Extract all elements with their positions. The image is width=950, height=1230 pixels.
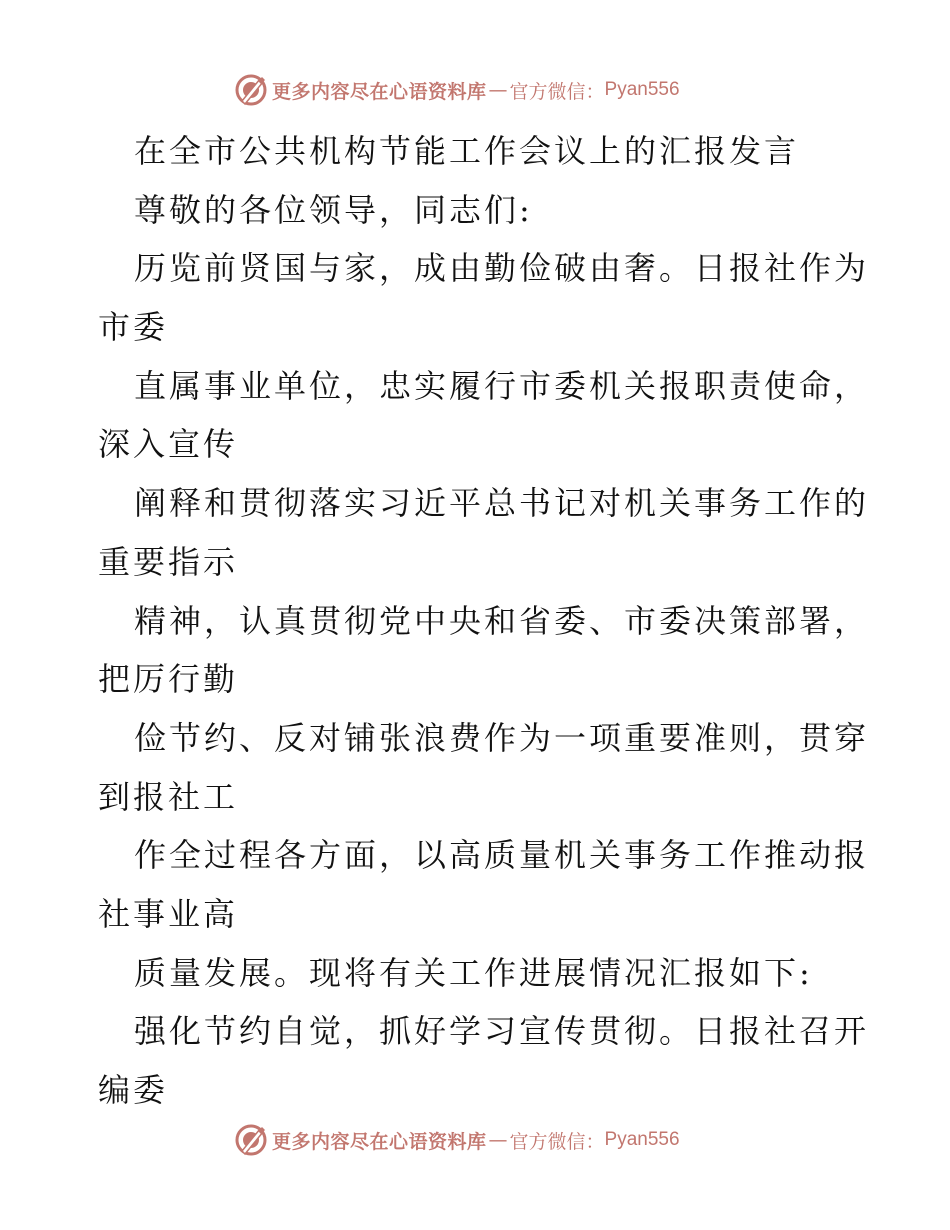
pen-logo-icon: [234, 73, 268, 107]
text-line: 把厉行勤: [98, 660, 239, 699]
pen-logo-icon: [234, 1123, 268, 1157]
text-line: 深入宣传: [98, 425, 239, 464]
text-line: 俭节约、反对铺张浪费作为一项重要准则，贯穿: [134, 718, 870, 757]
text-line: 强化节约自觉，抓好学习宣传贯彻。日报社召开: [134, 1012, 870, 1051]
text-line: 在全市公共机构节能工作会议上的汇报发言: [134, 132, 800, 170]
text-line: 重要指示: [98, 542, 239, 581]
footer-banner: [234, 1120, 680, 1160]
banner-wechat-label: 官方微信：: [509, 1130, 605, 1153]
text-line: 市委: [98, 308, 169, 347]
text-line: 社事业高: [98, 894, 239, 933]
text-line: 历览前贤国与家，成由勤俭破由奢。日报社作为: [134, 249, 870, 288]
header-banner: [234, 70, 680, 110]
banner-separator: —: [488, 79, 508, 101]
text-line: 阐释和贯彻落实习近平总书记对机关事务工作的: [134, 484, 870, 523]
text-line: 质量发展。现将有关工作进展情况汇报如下:: [134, 953, 813, 992]
banner-wechat-id: Pyan556: [604, 79, 680, 100]
text-line: 尊敬的各位领导，同志们:: [134, 190, 533, 229]
text-line: 作全过程各方面，以高质量机关事务工作推动报: [134, 836, 870, 875]
banner-separator: —: [488, 1129, 508, 1151]
banner-text: 更多内容尽在心语资料库: [272, 1130, 487, 1153]
banner-wechat-id: Pyan556: [604, 1129, 680, 1150]
text-line: 直属事业单位，忠实履行市委机关报职责使命，: [134, 366, 870, 405]
banner-text: 更多内容尽在心语资料库: [272, 80, 487, 103]
text-line: 到报社工: [98, 777, 239, 816]
text-line: 精神，认真贯彻党中央和省委、市委决策部署，: [134, 601, 870, 640]
banner-wechat-label: 官方微信：: [509, 80, 605, 103]
document-body: [98, 122, 868, 1120]
text-line: 编委: [98, 1071, 169, 1109]
